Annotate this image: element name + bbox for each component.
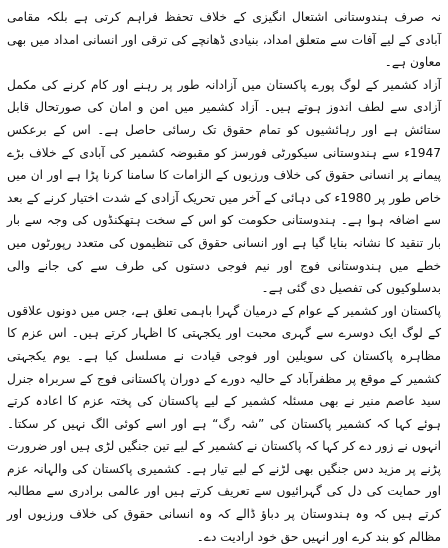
- paragraph-solidarity: پاکستان اور کشمیر کے عوام کے درمیان گہرا باہمی تعلق ہے، جس میں دونوں علاقوں کے لوگ ایک دوسرے سے گہری محبت اور یکجہتی کا اظہار کرتے ہیں۔ اس عزم کا مظاہرہ پاکستان کی سویلین اور فوجی قیادت نے مسلسل کیا ہے۔ یوم یکجہتی کشمیر کے موقع پر مظفرآباد کے حالیہ دورے کے دوران پاکستانی فوج کے سربراہ جنرل سید عاصم منیر نے بھی مسئلہ کشمیر کے لیے پاکستان کی پختہ عزم کا اعادہ کرتے ہوئے کہا کہ کشمیر پاکستان کی ”شہ رگ“ ہے اور اسے کوئی الگ نہیں کر سکتا۔ انہوں نے زور دے کر کہا کہ پاکستان نے کشمیر کے لیے تین جنگیں لڑی ہیں اور ضرورت پڑنے پر مزید دس جنگیں بھی لڑنے کے لیے تیار ہے۔ کشمیری پاکستان کی والہانہ عزم اور حمایت کی دل کی گہرائیوں سے تعریف کرتے ہیں اور عالمی برادری سے مطالبہ کرتے ہیں کہ وہ ہندوستان پر دباؤ ڈالے کہ وہ انسانی حقوق کی خلاف ورزیوں اور مظالم کو بند کرے اور انہیں حق خود ارادیت دے۔: [7, 303, 441, 544]
- paragraph-intro: نہ صرف ہندوستانی اشتعال انگیزی کے خلاف تحفظ فراہم کرتی ہے بلکہ مقامی آبادی کے لیے آفات سے متعلق امداد، بنیادی ڈھانچے کی ترقی اور انسانی امداد میں بھی معاون ہے۔: [7, 10, 441, 70]
- paragraph-azad-kashmir: آزاد کشمیر کے لوگ پورے پاکستان میں آزادانہ طور پر رہنے اور کام کرنے کی مکمل آزادی سے لطف اندوز ہوتے ہیں۔ آزاد کشمیر میں امن و امان کی صورتحال قابل ستائش ہے اور رہائشیوں کو تمام حقوق تک رسائی حاصل ہے۔ اس کے برعکس 1947ء سے ہندوستانی سیکورٹی فورسز کو مقبوضہ کشمیر کی آبادی کے خلاف بڑے پیمانے پر انسانی حقوق کی خلاف ورزیوں کے الزامات کا سامنا کرنا پڑا ہے اور ان میں خاص طور پر 1980ء کی دہائی کے آخر میں تحریک آزادی کے شدت اختیار کرنے کے بعد سے اضافہ ہوا ہے۔ ہندوستانی حکومت کو اس کے سخت ہتھکنڈوں کی وجہ سے بار بار تنقید کا نشانہ بنایا گیا ہے اور انسانی حقوق کی تنظیموں کی متعدد رپورٹوں میں خطے میں ہندوستانی فوج اور نیم فوجی دستوں کی طرف سے کی جانے والی بدسلوکیوں کی تفصیل دی گئی ہے۔: [7, 77, 441, 296]
